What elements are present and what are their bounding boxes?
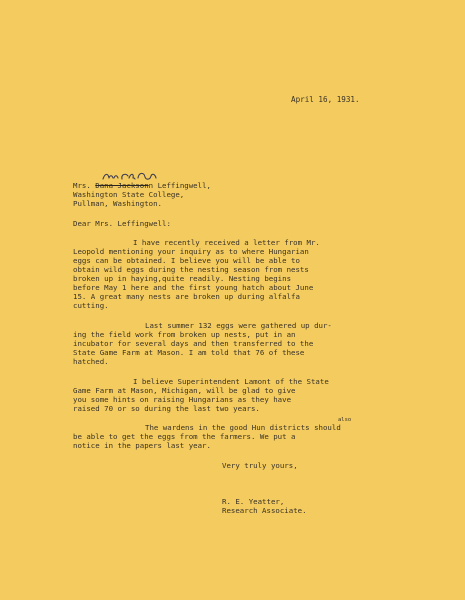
addressee-line-3: Pullman, Washington.	[73, 199, 162, 208]
paragraph-line: notice in the papers last year.	[73, 441, 211, 450]
paragraph-line: I have recently received a letter from Mr.	[133, 238, 320, 247]
paragraph-line: 15. A great many nests are broken up during alfalfa	[73, 292, 300, 301]
addressee-name-tail: n Leffingwell,	[148, 181, 211, 190]
paragraph-line: Game Farm at Mason, Michigan, will be glad to give	[73, 386, 296, 395]
paragraph-line: The wardens in the good Hun districts should	[145, 423, 341, 432]
paragraph-line: cutting.	[73, 301, 109, 310]
signature-title: Research Associate.	[222, 506, 307, 515]
addressee-prefix: Mrs.	[73, 181, 91, 190]
paragraph-line: Leopold mentioning your inquiry as to where Hungarian	[73, 247, 309, 256]
paragraph-line: hatched.	[73, 357, 109, 366]
letter-date: April 16, 1931.	[291, 95, 360, 104]
paragraph-line: eggs can be obtained. I believe you will be able to	[73, 256, 300, 265]
salutation: Dear Mrs. Leffingwell:	[73, 219, 171, 228]
closing: Very truly yours,	[222, 461, 298, 470]
paragraph-line: obtain wild eggs during the nesting season from nests	[73, 265, 309, 274]
paragraph-line: State Game Farm at Mason. I am told that 76 of these	[73, 348, 305, 357]
addressee-line-2: Washington State College,	[73, 190, 185, 199]
addressee-struck-name: Dana Jackson	[95, 181, 149, 190]
addressee-line-1	[73, 181, 211, 190]
paragraph-line: I believe Superintendent Lamont of the State	[133, 377, 329, 386]
paragraph-line: you some hints on raising Hungarians as they have	[73, 395, 292, 404]
paragraph-line: raised 70 or so during the last two years.	[73, 404, 260, 413]
paragraph-insert: also	[338, 417, 352, 423]
paragraph-line: before May 1 here and the first young hatch about June	[73, 283, 314, 292]
paragraph-line: incubator for several days and then transferred to the	[73, 339, 314, 348]
paragraph-line: Last summer 132 eggs were gathered up dur-	[145, 321, 332, 330]
paragraph-line: be able to get the eggs from the farmers. We put a	[73, 432, 296, 441]
signature-name: R. E. Yeatter,	[222, 497, 285, 506]
paragraph-line: ing the field work from broken up nests, put in an	[73, 330, 296, 339]
paragraph-line: broken up in haying,quite readily. Nesting begins	[73, 274, 292, 283]
